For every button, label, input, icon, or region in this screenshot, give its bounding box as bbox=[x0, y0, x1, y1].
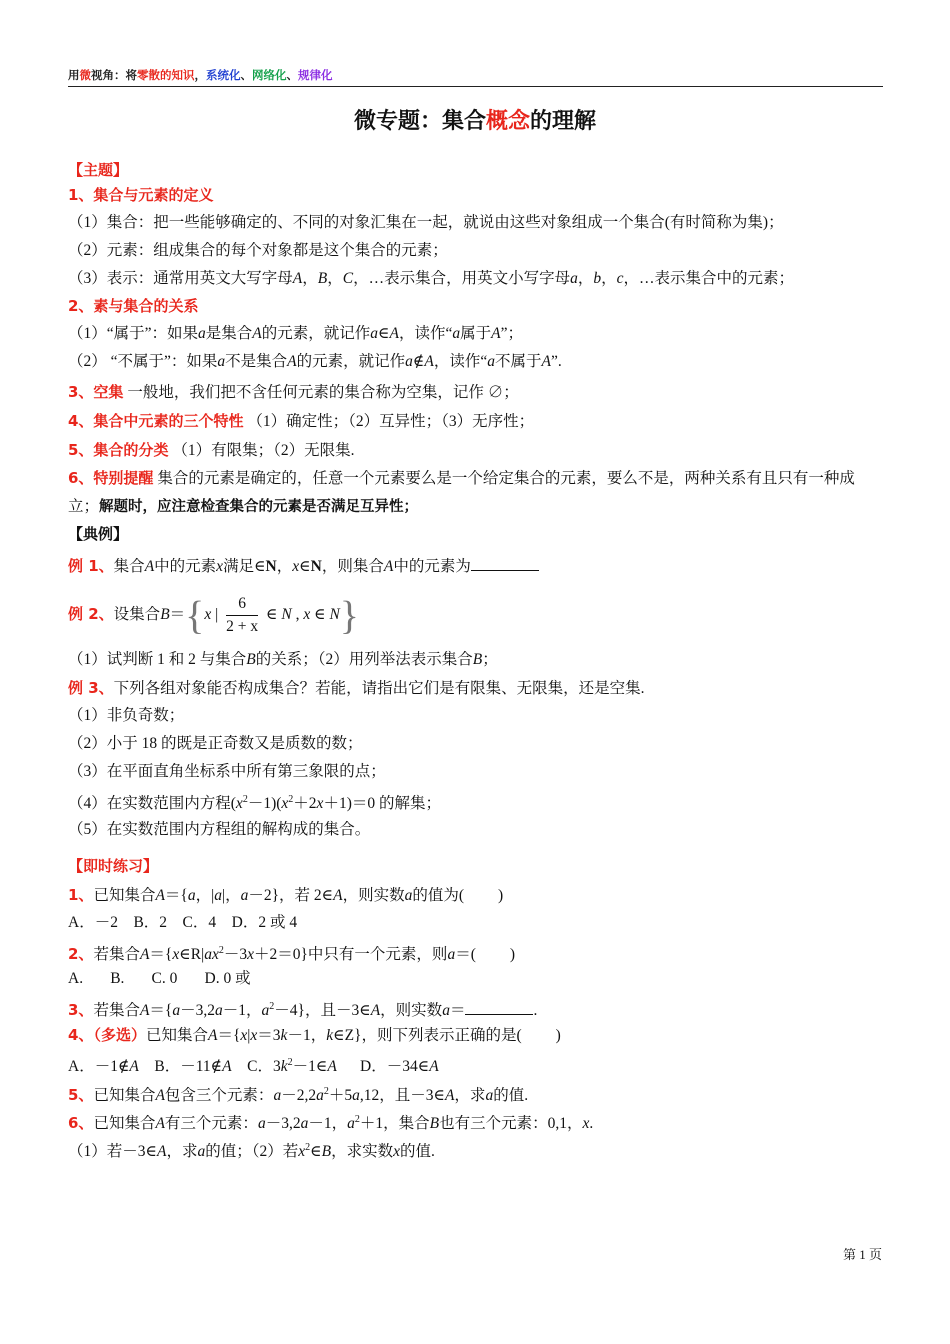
practice-options: A．－2 B．2 C．4 D．2 或 4 bbox=[68, 914, 298, 931]
example-2: 例 2、设集合B＝{x | $\frac{6}{2 + x}$ ∈ N , x ∈ N} bbox=[68, 592, 359, 638]
page-header bbox=[68, 66, 883, 87]
section-heading-examples: 【典例】 bbox=[68, 525, 129, 543]
header-text: 规律化 bbox=[298, 68, 333, 82]
practice-options: A. B. C. 0 D. 0 或 bbox=[68, 970, 251, 987]
paragraph: （3）在平面直角坐标系中所有第三象限的点； bbox=[68, 763, 386, 780]
section-heading-practice: 【即时练习】 bbox=[68, 857, 159, 875]
subsection-title: 1、集合与元素的定义 bbox=[68, 186, 214, 204]
paragraph: （1）集合：把一些能够确定的、不同的对象汇集在一起，就说由这些对象组成一个集合(有时简称为集)； bbox=[68, 214, 784, 231]
paragraph: （1）若－3∈A，求a的值；（2）若$x^2\in B$，求实数x的值. bbox=[68, 1142, 435, 1161]
header-text: 系统化 bbox=[206, 68, 241, 82]
example-3: 例 3、下列各组对象能否构成集合？若能，请指出它们是有限集、无限集，还是空集. bbox=[68, 679, 645, 697]
header-text: 微 bbox=[79, 68, 91, 82]
paragraph: 5、集合的分类 （1）有限集；（2）无限集. bbox=[68, 441, 355, 459]
paragraph: （4）在实数范围内方程$(x^2-1)(x^2+2x+1)=0$ 的解集； bbox=[68, 794, 441, 813]
header-text: ， bbox=[194, 68, 206, 82]
subsection-title: 2、素与集合的关系 bbox=[68, 297, 199, 315]
paragraph: （3）表示：通常用英文大写字母A，B，C，…表示集合，用英文小写字母a，b，c，…表示集合中的元素； bbox=[68, 270, 795, 287]
title-highlight: 概念 bbox=[485, 109, 530, 134]
practice-6: 6、已知集合A有三个元素：a－3,2a－1，$a^2+1$，集合B也有三个元素：0,1，x. bbox=[68, 1114, 594, 1133]
header-text: 视角：将 bbox=[91, 68, 137, 82]
paragraph: （2） “不属于”：如果a不是集合A的元素，就记作a∉A，读作“a不属于A”. bbox=[68, 353, 562, 370]
practice-options: A．－1∉A B．－11∉A C．$3k^2-1\in A$ D．－34∈A bbox=[68, 1057, 439, 1076]
paragraph: （5）在实数范围内方程组的解构成的集合。 bbox=[68, 821, 371, 838]
title-text: 的理解 bbox=[530, 109, 597, 134]
header-text: 、 bbox=[240, 68, 252, 82]
paragraph: （1）试判断 1 和 2 与集合B的关系；（2）用列举法表示集合B； bbox=[68, 651, 498, 668]
header-text: 零散的知识 bbox=[137, 68, 195, 82]
paragraph: （2）元素：组成集合的每个对象都是这个集合的元素； bbox=[68, 242, 448, 259]
header-text: 用 bbox=[68, 68, 80, 82]
fraction: $\frac{6}{2 + x}$ bbox=[226, 594, 259, 635]
paragraph: （1）非负奇数； bbox=[68, 707, 185, 724]
page-title bbox=[0, 104, 950, 140]
header-text: 网络化 bbox=[252, 68, 287, 82]
paragraph: 6、特别提醒 集合的元素是确定的，任意一个元素要么是一个给定集合的元素，要么不是，两种关系有且只有一种成立；解题时，应注意检查集合的元素是否满足互异性； bbox=[68, 469, 855, 515]
header-text: 、 bbox=[286, 68, 298, 82]
practice-4: 4、（多选）已知集合A＝{x|x＝3k－1，k∈Z}，则下列表示正确的是( ) bbox=[68, 1026, 561, 1044]
section-heading-topic: 【主题】 bbox=[68, 161, 129, 179]
paragraph: （1）“属于”：如果a是集合A的元素，就记作a∈A，读作“a属于A”； bbox=[68, 325, 523, 342]
practice-1: 1、已知集合A＝{a，|a|，a－2}，若 2∈A，则实数a的值为( ) bbox=[68, 886, 504, 904]
title-text: 微专题：集合 bbox=[353, 109, 486, 134]
paragraph: 4、集合中元素的三个特性 （1）确定性；（2）互异性；（3）无序性； bbox=[68, 412, 535, 430]
page-number: 第 1 页 bbox=[842, 1247, 882, 1262]
example-1: 例 1、集合A中的元素x满足∈N，x∈N，则集合A中的元素为 bbox=[68, 552, 883, 581]
practice-3: 3、若集合A＝{a－3,2a－1，$a^2-4$}，且－3∈A，则实数a＝ . bbox=[68, 1001, 538, 1020]
practice-5: 5、已知集合A包含三个元素：$a-2,2a^2+5a,12$，且－3∈A，求a的值. bbox=[68, 1086, 529, 1105]
answer-blank bbox=[471, 556, 539, 571]
practice-2: 2、若集合$A=\{x\in R|ax^2-3x+2=0\}$中只有一个元素，则a＝( ) bbox=[68, 945, 516, 964]
paragraph: （2）小于 18 的既是正奇数又是质数的数； bbox=[68, 735, 363, 752]
paragraph: 3、空集 一般地，我们把不含任何元素的集合称为空集，记作 ∅； bbox=[68, 383, 519, 401]
answer-blank bbox=[465, 1000, 533, 1015]
